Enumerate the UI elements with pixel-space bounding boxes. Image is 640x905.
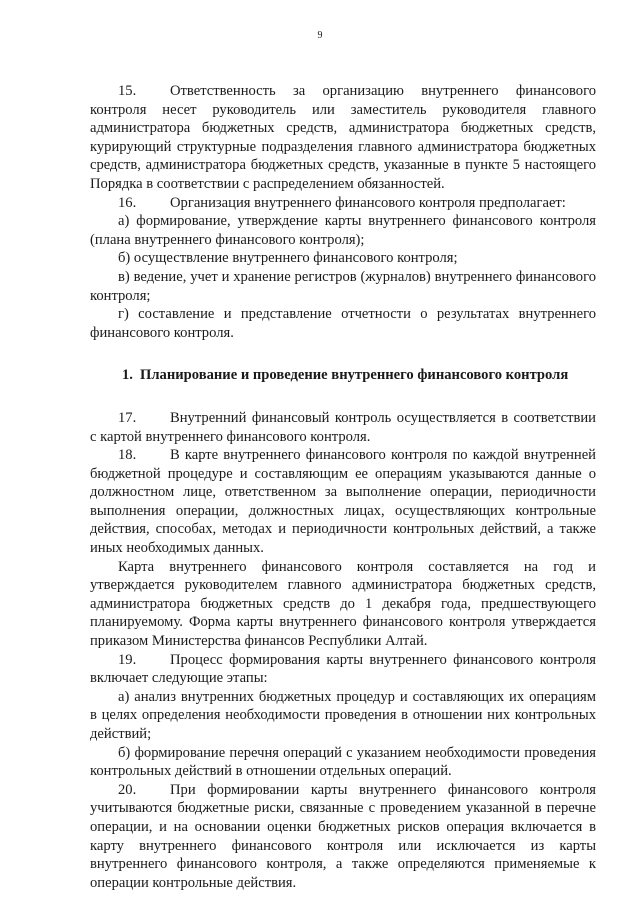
paragraph-20: [90, 781, 596, 893]
list-item-v: в) ведение, учет и хранение регистров (журналов) внутреннего финансового контроля;: [90, 268, 596, 304]
section-heading: [90, 366, 596, 385]
paragraph-text: Внутренний финансовый контроль осуществляется в соответствии с картой внутреннего финансового контроля.: [90, 409, 596, 445]
paragraph-19: [90, 651, 596, 688]
paragraph-text: Ответственность за организацию внутреннего финансового контроля несет руководитель или заместитель руководителя главного администратора бюджетных средств, администратора бюджетных средств, курирующий структурные подразделения главного администратора бюджетных средств, администратора бюджетных средств, указанные в пункте 5 настоящего Порядка в соответствии с распределением обязанностей.: [90, 83, 596, 192]
paragraph-15: [90, 82, 596, 194]
paragraph-map-approval: Карта внутреннего финансового контроля составляется на год и утверждается руководителем главного администратора бюджетных средств, администратора бюджетных средств до 1 декабря года, предшествующего планируемому. Форма карты внутреннего финансового контроля утверждается приказом Министерства финансов Республики Алтай.: [90, 558, 596, 650]
paragraph-text: В карте внутреннего финансового контроля по каждой внутренней бюджетной процедуре и составляющим ее операциям указываются данные о должностном лице, ответственном за выполнение операции, периодичности выполнения операции, должностных лицах, осуществляющих контрольные действия, способах, методах и периодичности контрольных действий, а также иных необходимых данных.: [90, 447, 596, 557]
paragraph-18: [90, 446, 596, 558]
section-title: Планирование и проведение внутреннего финансового контроля: [140, 367, 569, 384]
paragraph-17: [90, 409, 596, 446]
paragraph-number: 17.: [118, 409, 137, 426]
paragraph-number: 16.: [118, 194, 137, 211]
paragraph-16: [90, 194, 596, 213]
list-item-a-stage: а) анализ внутренних бюджетных процедур и составляющих их операциям в целях определения необходимости проведения в отношении них контрольных действий;: [90, 688, 596, 742]
paragraph-text: При формировании карты внутреннего финансового контроля учитываются бюджетные риски, связанные с проведением указанной в перечне операции, и на основании оценки бюджетных рисков операция включается в карту внутреннего финансового контроля или исключается из карты внутреннего финансового контроля, а также определяются применяемые к операции контрольные действия.: [90, 781, 596, 891]
paragraph-text: Процесс формирования карты внутреннего финансового контроля включает следующие этапы:: [90, 651, 596, 687]
paragraph-number: 19.: [118, 651, 137, 668]
section-number: 1.: [122, 367, 133, 384]
paragraph-number: 15.: [118, 83, 137, 99]
paragraph-number: 18.: [118, 447, 137, 464]
document-body: [90, 82, 596, 892]
paragraph-number: 20.: [118, 781, 137, 798]
paragraph-text: Организация внутреннего финансового контроля предполагает:: [170, 194, 566, 211]
list-item-g: г) составление и представление отчетности о результатах внутреннего финансового контроля.: [90, 306, 596, 341]
list-item-b: б) осуществление внутреннего финансового контроля;: [118, 250, 458, 267]
list-item-b-stage: б) формирование перечня операций с указанием необходимости проведения контрольных действий в отношении отдельных операций.: [90, 744, 596, 780]
page-number: 9: [317, 30, 323, 41]
list-item-a: а) формирование, утверждение карты внутреннего финансового контроля (плана внутреннего финансового контроля);: [90, 213, 596, 248]
